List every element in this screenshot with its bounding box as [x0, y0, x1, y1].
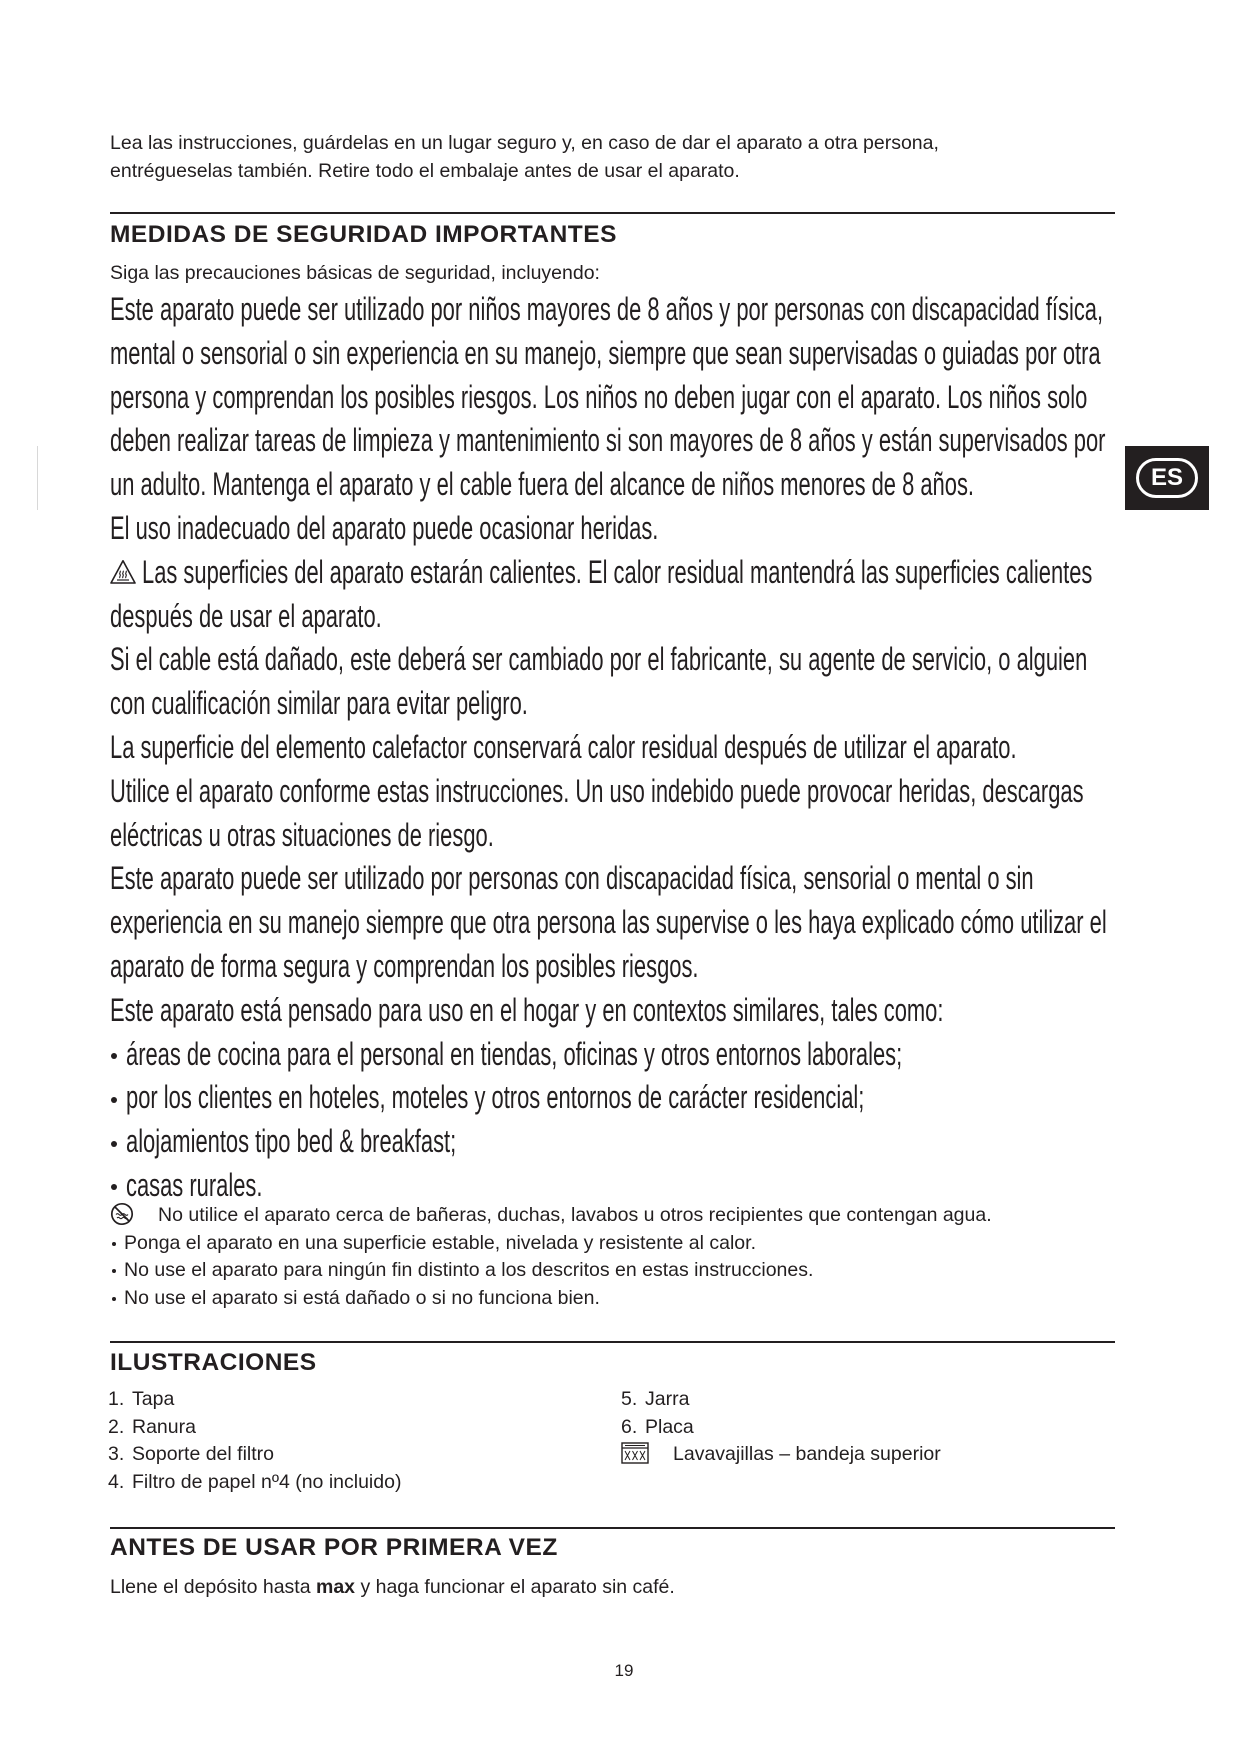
paragraph-line-text: Utilice el aparato conforme estas instrucciones. Un uso indebido puede provocar heridas, descargas [110, 772, 1084, 809]
illustrations-list-right [621, 1386, 941, 1469]
bullet-icon [111, 1184, 117, 1190]
no-water-icon [110, 1202, 134, 1226]
safety-paragraph [110, 857, 1120, 988]
paragraph-line-text: El uso inadecuado del aparato puede ocasionar heridas. [110, 509, 659, 546]
language-badge-label: ES [1136, 458, 1198, 498]
paragraph-line-text: Las superficies del aparato estarán calientes. El calor residual mantendrá las superficies calientes [142, 553, 1093, 590]
safety-notes [110, 1202, 992, 1313]
paragraph-line [110, 770, 1120, 814]
paragraph-line-text: persona y comprendan los posibles riesgos. Los niños no deben jugar con el aparato. Los niños solo [110, 378, 1088, 415]
item-label: Filtro de papel nº4 (no incluido) [132, 1471, 402, 1494]
item-label: Jarra [645, 1388, 690, 1410]
list-item [108, 1386, 401, 1414]
paragraph-line-text: Este aparato está pensado para uso en el hogar y en contextos similares, tales como: [110, 991, 944, 1028]
context-item-text: casas rurales. [126, 1166, 263, 1203]
first-use-text [110, 1573, 675, 1601]
paragraph-line-text: deben realizar tareas de limpieza y mantenimiento si son mayores de 8 años y están supervisados por [110, 422, 1106, 459]
paragraph-line [110, 332, 1120, 376]
paragraph-line [110, 376, 1120, 420]
paragraph-line-text: Este aparato puede ser utilizado por personas con discapacidad física, sensorial o mental o sin [110, 860, 1034, 897]
note-item [110, 1285, 992, 1313]
context-item-text: áreas de cocina para el personal en tiendas, oficinas y otros entornos laborales; [126, 1035, 903, 1072]
paragraph-line [110, 857, 1120, 901]
paragraph-line [110, 288, 1120, 332]
paragraph-line [110, 507, 1120, 551]
note-item [110, 1257, 992, 1285]
item-label: Soporte del filtro [132, 1443, 274, 1466]
section-divider [110, 1527, 1115, 1529]
paragraph-line [110, 419, 1120, 463]
item-number: 1. [108, 1388, 125, 1410]
list-item [108, 1414, 401, 1442]
item-number: 5. [621, 1388, 638, 1410]
paragraph-line-text: aparato de forma segura y comprendan los posibles riesgos. [110, 947, 699, 984]
bullet-icon [112, 1242, 116, 1246]
section-divider [110, 212, 1115, 214]
paragraph-line-text: Este aparato puede ser utilizado por niños mayores de 8 años y por personas con discapacidad física, [110, 291, 1104, 327]
paragraph-line [110, 945, 1120, 989]
bullet-icon [112, 1269, 116, 1273]
page-number: 19 [614, 1661, 634, 1680]
paragraph-line [110, 989, 1120, 1033]
safety-heading: MEDIDAS DE SEGURIDAD IMPORTANTES [110, 221, 617, 248]
paragraph-line-text: experiencia en su manejo siempre que otra persona las supervise o les haya explicado cómo utilizar el [110, 904, 1107, 941]
paragraph-line-text: mental o sensorial o sin experiencia en su manejo, siempre que sean supervisadas o guiadas por otra [110, 334, 1101, 371]
safety-paragraph [110, 288, 1120, 507]
warning-triangle-icon [110, 559, 136, 585]
paragraph-line-text: después de usar el aparato. [110, 597, 382, 634]
paragraph-line-text: un adulto. Mantenga el aparato y el cable fuera del alcance de niños menores de 8 años. [110, 466, 974, 503]
note-text: Ponga el aparato en una superficie estable, nivelada y resistente al calor. [124, 1231, 756, 1254]
paragraph-line [110, 726, 1120, 770]
paragraph-line [110, 901, 1120, 945]
context-item-text: por los clientes en hoteles, moteles y otros entornos de carácter residencial; [126, 1079, 865, 1116]
note-text: No use el aparato si está dañado o si no funciona bien. [124, 1287, 600, 1310]
bullet-icon [111, 1141, 117, 1147]
item-label: Placa [645, 1415, 694, 1438]
paragraph-line-text: La superficie del elemento calefactor conservará calor residual después de utilizar el aparato. [110, 728, 1017, 765]
first-use-text-bold: max [316, 1576, 356, 1598]
crop-mark [37, 446, 38, 510]
item-label: Tapa [132, 1388, 175, 1410]
context-item [110, 1033, 1120, 1077]
context-list [110, 1033, 1120, 1208]
safety-body [110, 288, 1120, 1208]
list-item [621, 1414, 941, 1442]
illustrations-list-left [108, 1386, 401, 1497]
paragraph-line [110, 638, 1120, 682]
illustrations-heading: ILUSTRACIONES [110, 1349, 317, 1376]
list-item [108, 1469, 401, 1497]
paragraph-line-text: eléctricas u otras situaciones de riesgo. [110, 816, 494, 853]
list-item [621, 1441, 941, 1469]
intro-line: entrégueselas también. Retire todo el embalaje antes de usar el aparato. [110, 159, 740, 182]
paragraph-line [110, 551, 1120, 595]
paragraph-line-text: Si el cable está dañado, este deberá ser cambiado por el fabricante, su agente de servicio, o alguien [110, 641, 1088, 678]
paragraph-line [110, 463, 1120, 507]
note-item [110, 1202, 992, 1230]
item-number: 2. [108, 1415, 125, 1438]
first-use-text-end: y haga funcionar el aparato sin café. [360, 1576, 675, 1598]
bullet-icon [112, 1297, 116, 1301]
item-label: Lavavajillas – bandeja superior [673, 1443, 941, 1466]
safety-paragraph [110, 770, 1120, 858]
list-item [621, 1386, 941, 1414]
item-number: 4. [108, 1471, 125, 1494]
paragraph-line [110, 682, 1120, 726]
context-item-text: alojamientos tipo bed & breakfast; [126, 1123, 457, 1160]
intro-text [110, 130, 939, 185]
paragraph-line [110, 595, 1120, 639]
safety-subheading: Siga las precauciones básicas de seguridad, incluyendo: [110, 262, 600, 284]
language-badge [1125, 446, 1209, 510]
context-item [110, 1120, 1120, 1164]
item-number: 3. [108, 1443, 125, 1466]
safety-paragraph-warning [110, 551, 1120, 639]
first-use-heading: ANTES DE USAR POR PRIMERA VEZ [110, 1534, 558, 1561]
intro-line: Lea las instrucciones, guárdelas en un lugar seguro y, en caso de dar el aparato a otra persona, [110, 132, 939, 154]
bullet-icon [111, 1053, 117, 1059]
section-divider [110, 1341, 1115, 1343]
safety-paragraph [110, 507, 1120, 551]
paragraph-line [110, 814, 1120, 858]
note-text: No utilice el aparato cerca de bañeras, duchas, lavabos u otros recipientes que contengan agua. [158, 1204, 992, 1226]
bullet-icon [111, 1097, 117, 1103]
note-text: No use el aparato para ningún fin distinto a los descritos en estas instrucciones. [124, 1259, 814, 1282]
context-item [110, 1076, 1120, 1120]
item-label: Ranura [132, 1415, 196, 1438]
item-number: 6. [621, 1415, 638, 1438]
first-use-text-start: Llene el depósito hasta [110, 1576, 311, 1598]
safety-paragraph [110, 989, 1120, 1033]
paragraph-line-text: con cualificación similar para evitar peligro. [110, 685, 528, 722]
note-item [110, 1230, 992, 1258]
dishwasher-icon [621, 1442, 649, 1464]
safety-paragraph [110, 638, 1120, 726]
list-item [108, 1441, 401, 1469]
safety-paragraph [110, 726, 1120, 770]
